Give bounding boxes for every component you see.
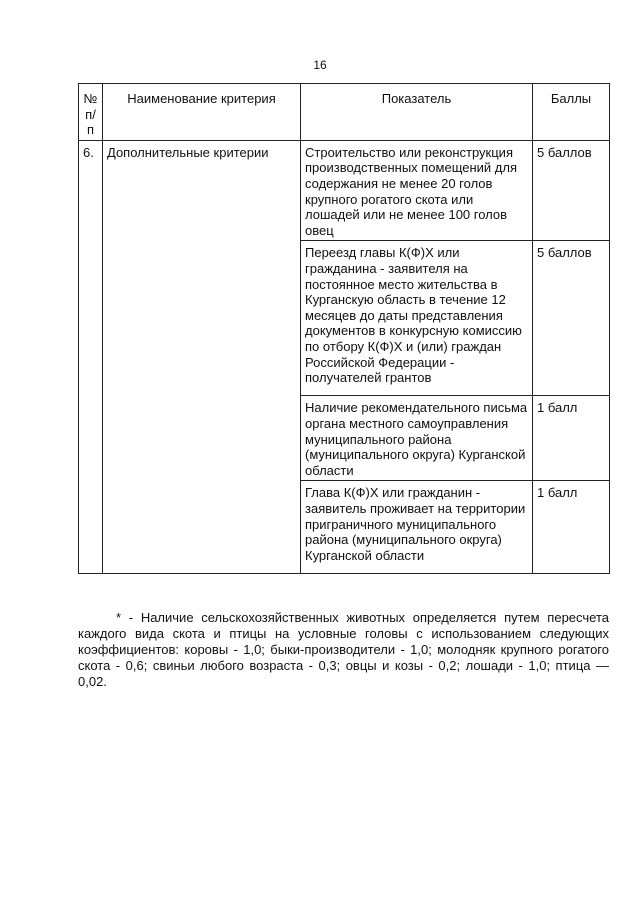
indicator-cell: Строительство или реконструкция производственных помещений для содержания не менее 20 голов крупного рогатого скота или лошадей или не менее 100 голов овец: [301, 140, 533, 241]
row-number: 6.: [79, 140, 103, 574]
page-number: 16: [313, 58, 327, 72]
indicator-cell: Переезд главы К(Ф)Х или гражданина - заявителя на постоянное место жительства в Курганскую область в течение 12 месяцев до даты представления документов в конкурсную комиссию по отбору К(Ф)Х и (или) граждан Российской Федерации - получателей грантов: [301, 241, 533, 396]
indicator-cell: Наличие рекомендательного письма органа местного самоуправления муниципального района (муниципального округа) Курганской области: [301, 396, 533, 481]
points-cell: 5 баллов: [533, 140, 610, 241]
points-cell: 1 балл: [533, 481, 610, 574]
criterion-name: Дополнительные критерии: [103, 140, 301, 574]
criteria-table: [78, 83, 610, 574]
points-cell: 5 баллов: [533, 241, 610, 396]
indicator-cell: Глава К(Ф)Х или гражданин - заявитель проживает на территории приграничного муниципального района (муниципального округа) Курганской области: [301, 481, 533, 574]
points-cell: 1 балл: [533, 396, 610, 481]
header-points: Баллы: [533, 84, 610, 141]
header-num: № п/п: [79, 84, 103, 141]
header-criterion: Наименование критерия: [103, 84, 301, 141]
header-indicator: Показатель: [301, 84, 533, 141]
table-header-row: [79, 84, 610, 141]
footnote: * - Наличие сельскохозяйственных животных определяется путем пересчета каждого вида скота и птицы на условные головы с использованием следующих коэффициентов: коровы - 1,0; быки-производители - 1,0; молодняк крупного рогатого скота - 0,6; свиньи любого возраста - 0,3; овцы и козы - 0,2; лошади - 1,0; птица — 0,02.: [78, 610, 609, 689]
table-row: [79, 140, 610, 241]
